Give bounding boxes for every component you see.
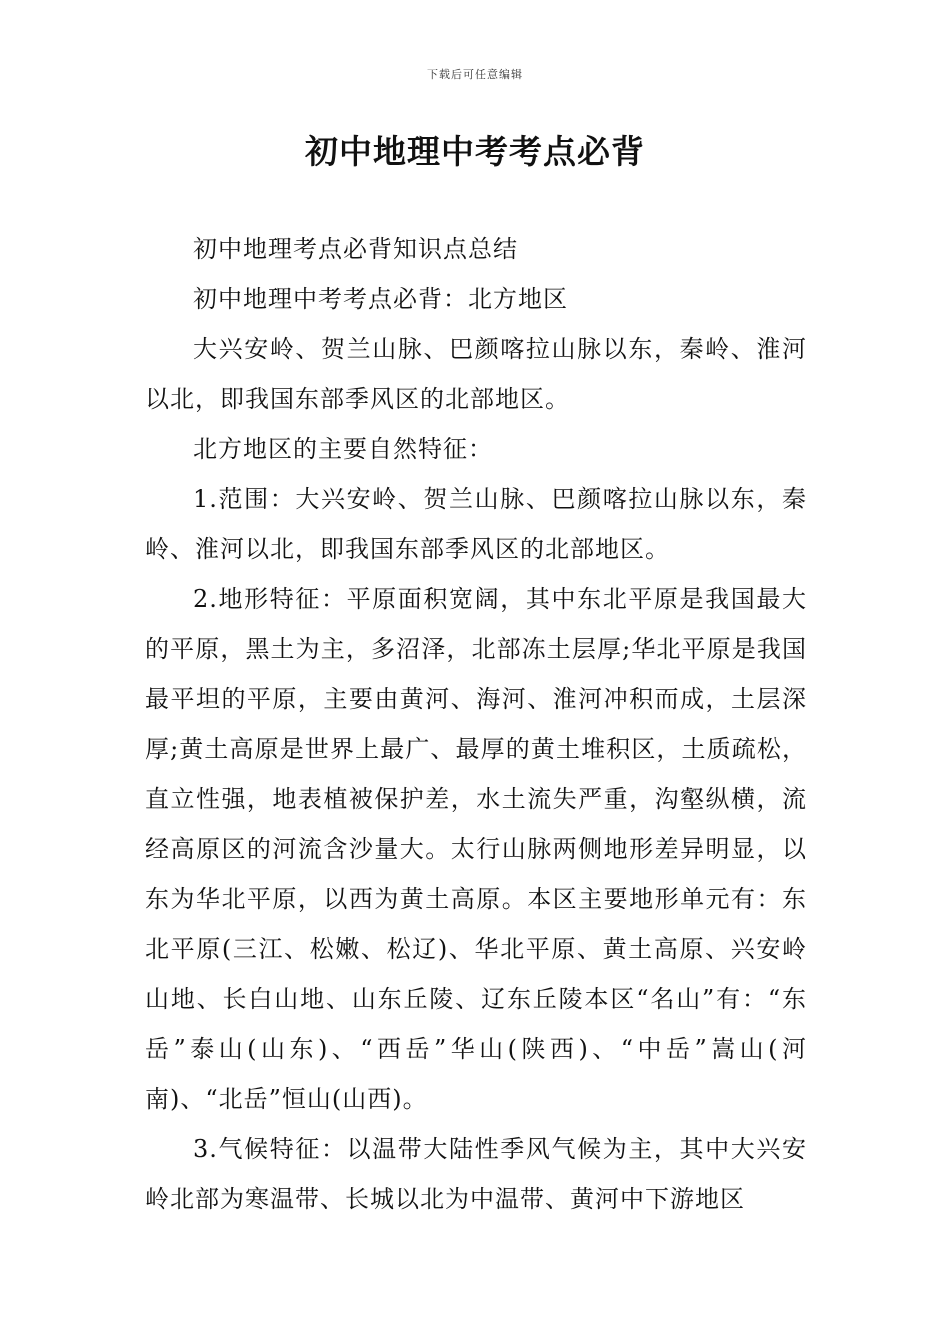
page-header-note: 下载后可任意编辑 bbox=[427, 68, 523, 81]
paragraph-section-heading: 初中地理中考考点必背：北方地区 bbox=[193, 285, 568, 313]
document-title: 初中地理中考考点必背 bbox=[305, 132, 645, 171]
paragraph-scope: 1.范围：大兴安岭、贺兰山脉、巴颜喀拉山脉以东，秦岭、淮河以北，即我国东部季风区的北部地区。 bbox=[145, 485, 807, 563]
paragraph-region-definition: 大兴安岭、贺兰山脉、巴颜喀拉山脉以东，秦岭、淮河以北，即我国东部季风区的北部地区。 bbox=[145, 335, 807, 413]
paragraph-terrain: 2.地形特征：平原面积宽阔，其中东北平原是我国最大的平原，黑土为主，多沼泽，北部冻土层厚;华北平原是我国最平坦的平原，主要由黄河、海河、淮河冲积而成，土层深厚;黄土高原是世界上最广、最厚的黄土堆积区，土质疏松，直立性强，地表植被保护差，水土流失严重，沟壑纵横，流经高原区的河流含沙量大。太行山脉两侧地形差异明显，以东为华北平原，以西为黄土高原。本区主要地形单元有：东北平原(三江、松嫩、松辽)、华北平原、黄土高原、兴安岭山地、长白山地、山东丘陵、辽东丘陵本区“名山”有：“东岳”泰山(山东)、“西岳”华山(陕西)、“中岳”嵩山(河南)、“北岳”恒山(山西)。 bbox=[145, 585, 807, 1113]
paragraph-climate: 3.气候特征：以温带大陆性季风气候为主，其中大兴安岭北部为寒温带、长城以北为中温带、黄河中下游地区 bbox=[145, 1135, 807, 1213]
document-body bbox=[145, 224, 807, 1224]
paragraph-summary-heading: 初中地理考点必背知识点总结 bbox=[193, 235, 518, 263]
paragraph-features-heading: 北方地区的主要自然特征： bbox=[193, 435, 493, 463]
